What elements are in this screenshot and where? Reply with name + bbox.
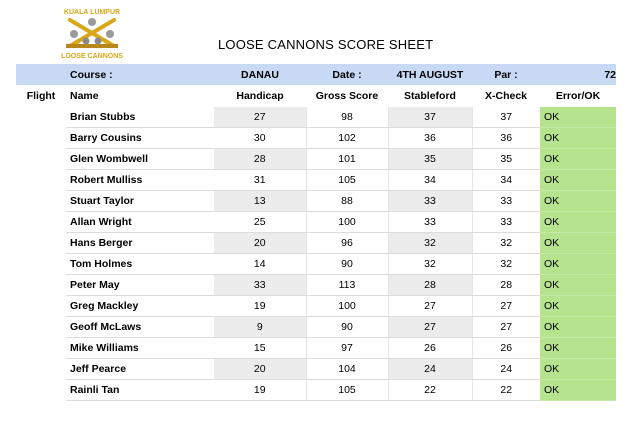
cell-status: OK: [540, 359, 616, 380]
cell-name: Brian Stubbs: [66, 107, 214, 128]
cell-gross: 104: [306, 359, 388, 380]
cell-stableford: 27: [388, 296, 472, 317]
cell-handicap: 14: [214, 254, 306, 275]
cell-name: Barry Cousins: [66, 128, 214, 149]
header-gross-score: Gross Score: [315, 90, 379, 102]
cell-flight: [16, 149, 66, 170]
cell-gross: 88: [306, 191, 388, 212]
cell-gross: 100: [306, 296, 388, 317]
cell-status: OK: [540, 191, 616, 212]
cell-xcheck: 32: [472, 254, 540, 275]
date-value: 4TH AUGUST: [388, 64, 472, 85]
table-row: [16, 275, 616, 296]
cell-stableford: 26: [388, 338, 472, 359]
table-row: [16, 359, 616, 380]
cell-xcheck: 37: [472, 107, 540, 128]
cell-name: Stuart Taylor: [66, 191, 214, 212]
cell-flight: [16, 254, 66, 275]
cell-name: Tom Holmes: [66, 254, 214, 275]
cell-xcheck: 33: [472, 212, 540, 233]
table-row: [16, 170, 616, 191]
cell-status: OK: [540, 338, 616, 359]
cell-xcheck: 24: [472, 359, 540, 380]
table-row: [16, 191, 616, 212]
cell-xcheck: 35: [472, 149, 540, 170]
cell-handicap: 20: [214, 233, 306, 254]
cell-name: Hans Berger: [66, 233, 214, 254]
course-value: DANAU: [214, 64, 306, 85]
cell-flight: [16, 191, 66, 212]
cell-xcheck: 36: [472, 128, 540, 149]
cell-flight: [16, 359, 66, 380]
cell-handicap: 30: [214, 128, 306, 149]
cell-handicap: 20: [214, 359, 306, 380]
cell-stableford: 35: [388, 149, 472, 170]
cell-stableford: 33: [388, 212, 472, 233]
cell-gross: 98: [306, 107, 388, 128]
cell-handicap: 15: [214, 338, 306, 359]
header-xcheck: X-Check: [484, 90, 527, 102]
cell-status: OK: [540, 317, 616, 338]
cell-xcheck: 27: [472, 296, 540, 317]
cell-status: OK: [540, 149, 616, 170]
cell-stableford: 32: [388, 254, 472, 275]
cell-handicap: 33: [214, 275, 306, 296]
cell-status: OK: [540, 107, 616, 128]
score-sheet-table: [16, 64, 616, 401]
column-header-row: [16, 85, 616, 107]
header-handicap: Handicap: [236, 90, 284, 102]
cell-name: Rainli Tan: [66, 380, 214, 401]
cell-name: Peter May: [66, 275, 214, 296]
cell-stableford: 22: [388, 380, 472, 401]
cell-gross: 105: [306, 380, 388, 401]
cell-stableford: 37: [388, 107, 472, 128]
par-value: 72: [540, 64, 616, 85]
cell-name: Robert Mulliss: [66, 170, 214, 191]
table-row: [16, 128, 616, 149]
cell-xcheck: 33: [472, 191, 540, 212]
par-label: Par :: [472, 64, 540, 85]
cell-handicap: 31: [214, 170, 306, 191]
cell-flight: [16, 107, 66, 128]
cell-name: Allan Wright: [66, 212, 214, 233]
table-row: [16, 317, 616, 338]
cell-handicap: 19: [214, 296, 306, 317]
cell-stableford: 34: [388, 170, 472, 191]
table-row: [16, 107, 616, 128]
table-row: [16, 380, 616, 401]
cell-xcheck: 26: [472, 338, 540, 359]
cell-gross: 113: [306, 275, 388, 296]
cell-flight: [16, 275, 66, 296]
cell-flight: [16, 128, 66, 149]
logo-bottom-text: LOOSE CANNONS: [61, 53, 123, 60]
cell-stableford: 36: [388, 128, 472, 149]
table-row: [16, 212, 616, 233]
table-row: [16, 296, 616, 317]
cell-handicap: 19: [214, 380, 306, 401]
cell-status: OK: [540, 170, 616, 191]
cell-status: OK: [540, 128, 616, 149]
table-row: [16, 254, 616, 275]
cell-flight: [16, 296, 66, 317]
header-stableford: Stableford: [404, 90, 456, 102]
cell-xcheck: 32: [472, 233, 540, 254]
cell-gross: 101: [306, 149, 388, 170]
cell-flight: [16, 317, 66, 338]
crossed-cannons-icon: [66, 18, 118, 48]
cell-flight: [16, 212, 66, 233]
header-status: Error/OK: [555, 90, 601, 102]
cell-flight: [16, 233, 66, 254]
table-row: [16, 233, 616, 254]
cell-xcheck: 28: [472, 275, 540, 296]
cell-gross: 102: [306, 128, 388, 149]
cell-status: OK: [540, 212, 616, 233]
cell-flight: [16, 338, 66, 359]
cell-gross: 100: [306, 212, 388, 233]
course-label: Course :: [66, 64, 214, 85]
table-row: [16, 338, 616, 359]
cell-stableford: 28: [388, 275, 472, 296]
cell-name: Glen Wombwell: [66, 149, 214, 170]
course-info-bar: [16, 64, 616, 85]
cell-stableford: 33: [388, 191, 472, 212]
cell-xcheck: 34: [472, 170, 540, 191]
header-flight: Flight: [26, 90, 56, 102]
cell-handicap: 25: [214, 212, 306, 233]
cell-name: Geoff McLaws: [66, 317, 214, 338]
header-name: Name: [70, 90, 99, 102]
cell-handicap: 27: [214, 107, 306, 128]
cell-stableford: 32: [388, 233, 472, 254]
cell-gross: 105: [306, 170, 388, 191]
logo-top-text: KUALA LUMPUR: [63, 9, 121, 16]
cell-gross: 90: [306, 254, 388, 275]
cell-handicap: 13: [214, 191, 306, 212]
cell-status: OK: [540, 380, 616, 401]
cell-gross: 90: [306, 317, 388, 338]
cell-xcheck: 27: [472, 317, 540, 338]
cell-name: Greg Mackley: [66, 296, 214, 317]
cell-stableford: 27: [388, 317, 472, 338]
page-title: LOOSE CANNONS SCORE SHEET: [218, 37, 434, 52]
player-rows: [16, 107, 616, 401]
cell-stableford: 24: [388, 359, 472, 380]
cell-xcheck: 22: [472, 380, 540, 401]
cell-status: OK: [540, 275, 616, 296]
cell-name: Mike Williams: [66, 338, 214, 359]
cell-name: Jeff Pearce: [66, 359, 214, 380]
cell-flight: [16, 170, 66, 191]
cell-status: OK: [540, 254, 616, 275]
cell-gross: 97: [306, 338, 388, 359]
cell-status: OK: [540, 296, 616, 317]
cell-flight: [16, 380, 66, 401]
cell-handicap: 9: [214, 317, 306, 338]
date-label: Date :: [306, 64, 388, 85]
cell-status: OK: [540, 233, 616, 254]
table-row: [16, 149, 616, 170]
club-logo: [56, 6, 128, 60]
cell-gross: 96: [306, 233, 388, 254]
cell-handicap: 28: [214, 149, 306, 170]
